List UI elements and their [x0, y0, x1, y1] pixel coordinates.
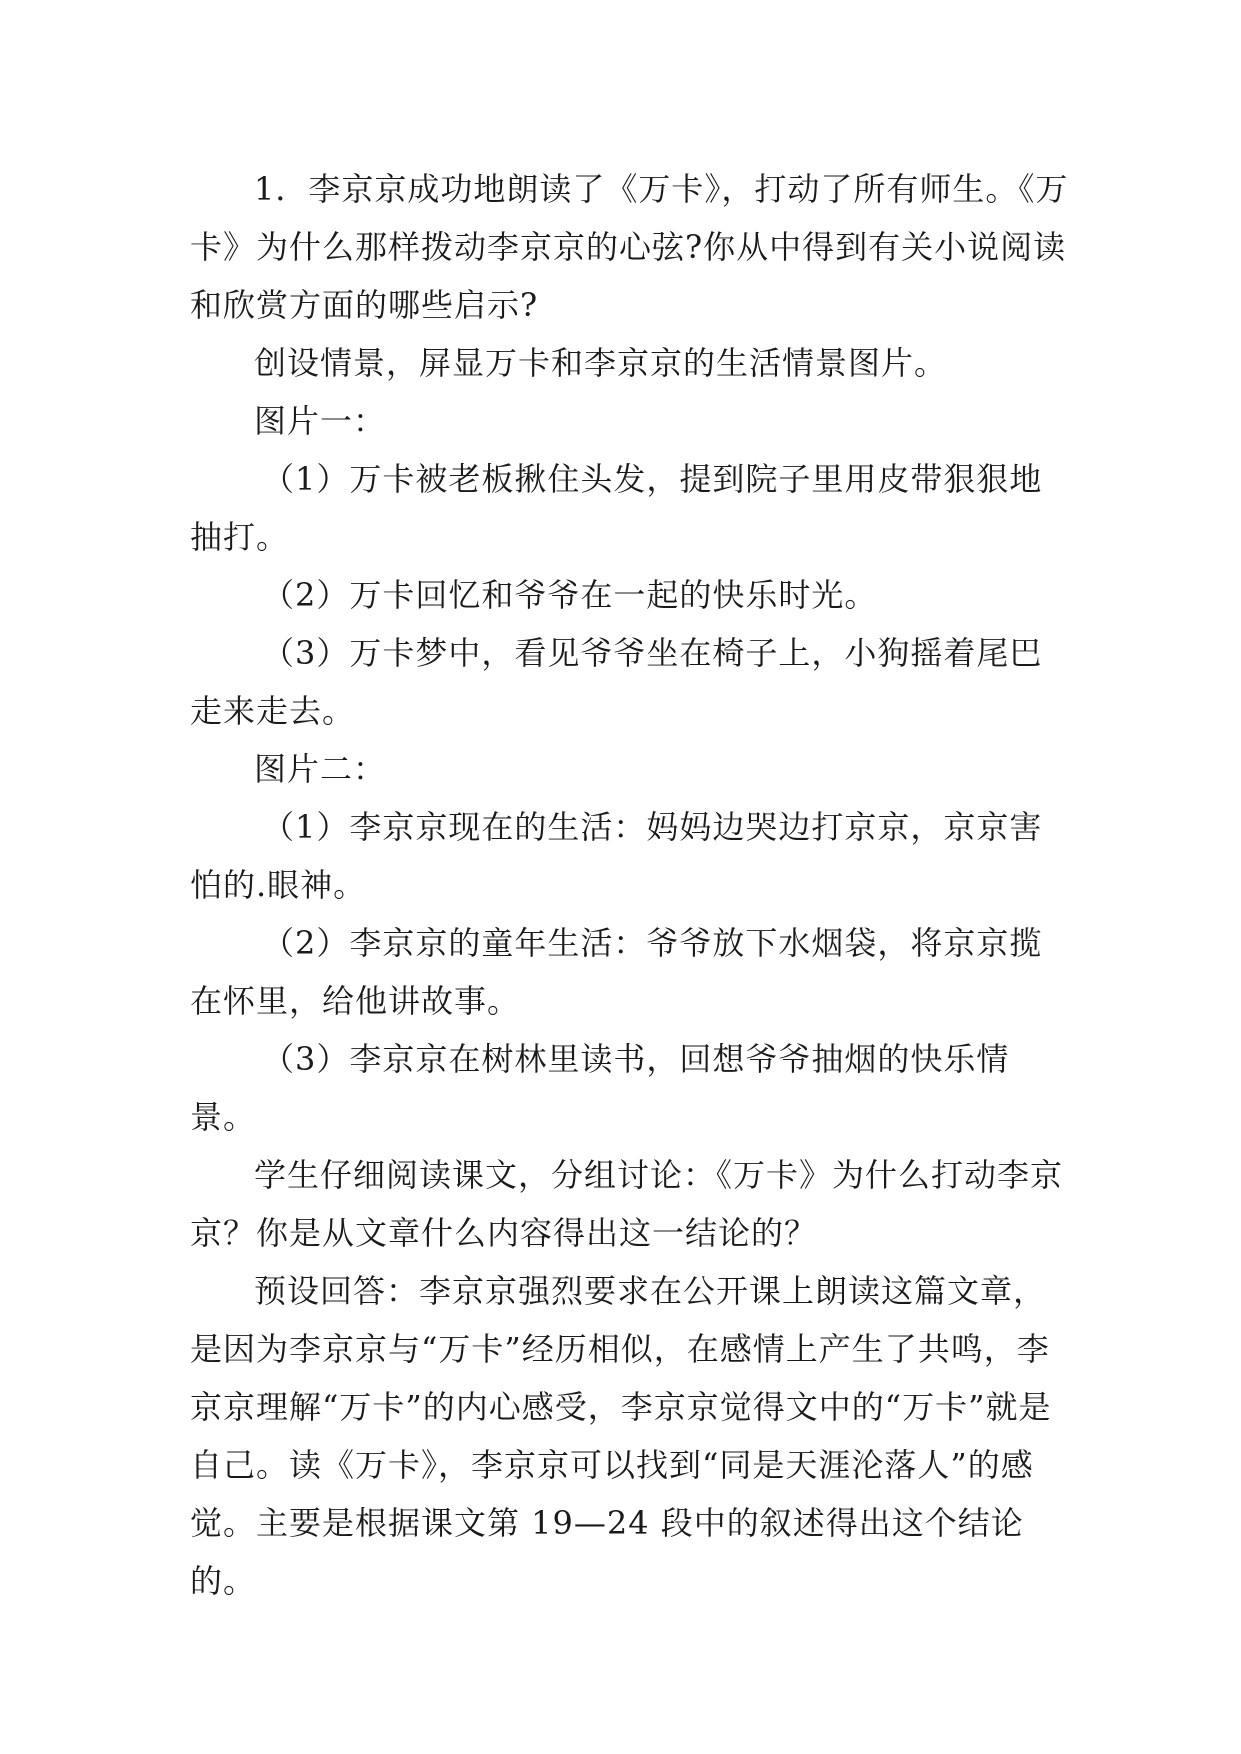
document-body: [190, 160, 1070, 1610]
picture-two-item-2: （2）李京京的童年生活：爷爷放下水烟袋，将京京揽在怀里，给他讲故事。: [190, 924, 1043, 1020]
answer-paragraph: 预设回答：李京京强烈要求在公开课上朗读这篇文章，是因为李京京与“万卡”经历相似，在感情上产生了共鸣，李京京理解“万卡”的内心感受，李京京觉得文中的“万卡”就是自己。读《万卡》，李京京可以找到“同是天涯沦落人”的感觉。主要是根据课文第 19—24 段中的叙述得出这个结论的。: [190, 1272, 1052, 1600]
discussion-paragraph: 学生仔细阅读课文，分组讨论：《万卡》为什么打动李京京？你是从文章什么内容得出这一结论的？: [190, 1156, 1064, 1252]
scene-setup-paragraph: 创设情景，屏显万卡和李京京的生活情景图片。: [254, 344, 948, 382]
question-paragraph: 1．李京京成功地朗读了《万卡》，打动了所有师生。《万卡》为什么那样拨动李京京的心弦?你从中得到有关小说阅读和欣赏方面的哪些启示?: [190, 170, 1069, 324]
picture-one-item-1: （1）万卡被老板揪住头发，提到院子里用皮带狠狠地抽打。: [190, 460, 1043, 556]
picture-one-item-2: （2）万卡回忆和爷爷在一起的快乐时光。: [262, 576, 878, 614]
picture-two-item-3: （3）李京京在树林里读书，回想爷爷抽烟的快乐情景。: [190, 1040, 1010, 1136]
picture-two-heading: 图片二：: [254, 750, 387, 788]
picture-one-item-3: （3）万卡梦中，看见爷爷坐在椅子上，小狗摇着尾巴走来走去。: [190, 634, 1043, 730]
picture-two-item-1: （1）李京京现在的生活：妈妈边哭边打京京，京京害怕的.眼神。: [190, 808, 1043, 904]
picture-one-heading: 图片一：: [254, 402, 387, 440]
